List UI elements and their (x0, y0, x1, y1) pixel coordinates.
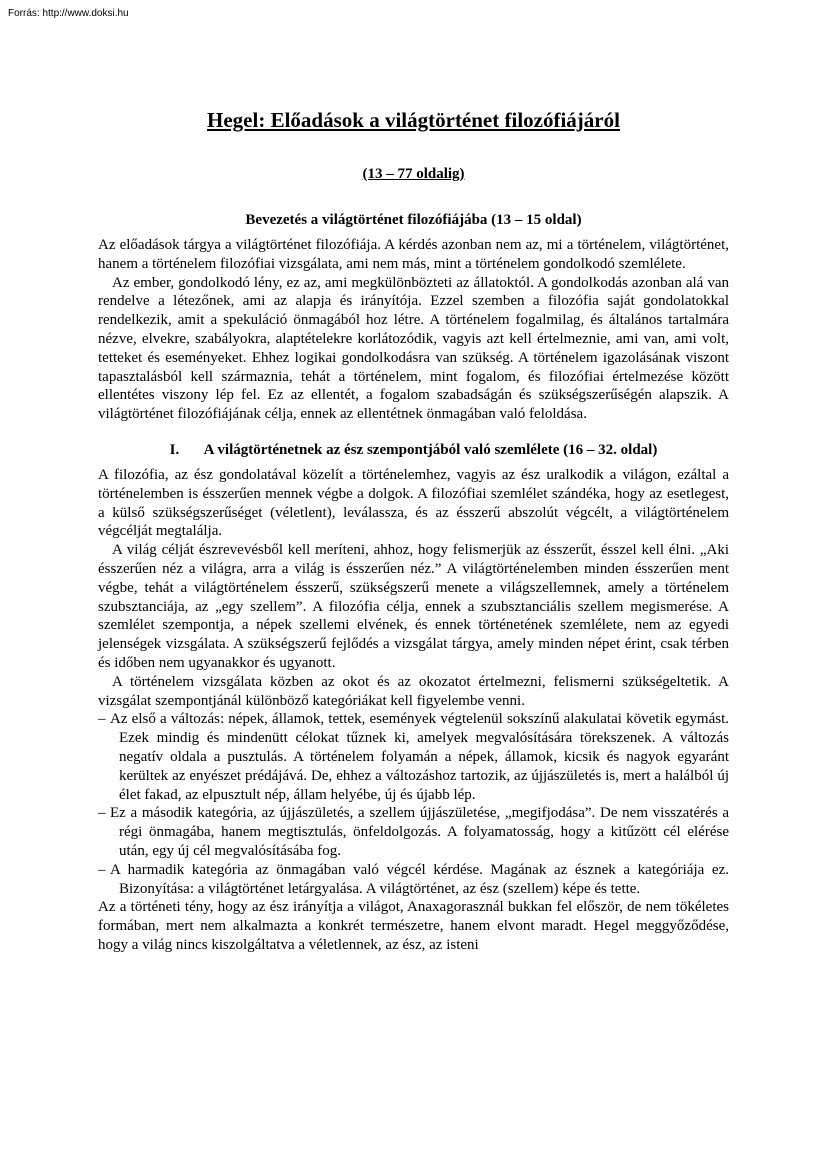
paragraph: A történelem vizsgálata közben az okot és az okozatot értelmezni, felismerni szükségeltetik. A vizsgálat szempontjánál különböző kategóriákat kell figyelembe venni. (98, 673, 729, 709)
document-page (98, 102, 729, 955)
list-item: – Ez a második kategória, az újjászületés, a szellem újjászületése, „megifjodása”. De nem visszatérés a régi önmagába, hanem megtisztulás, önfeldolgozás. A folyamatosság, hogy a kitűzött cél elérése után, egy új cél megvalósításába fog. (98, 805, 729, 859)
list-item: – Az első a változás: népek, államok, tettek, események végtelenül sokszínű alakulatai követik egymást. Ezek mindig és mindenütt célokat tűznek ki, amelyek megvalósítására törekszenek. A változás negatív oldala a pusztulás. A történelem folyamán a népek, államok, kicsik és nagyok egyaránt kerültek az enyészet prédájává. De, ehhez a változáshoz tartozik, az újjászületés is, mert a halálból új élet fakad, az elpusztult nép, állam helyébe, új és újabb lép. (98, 711, 729, 803)
paragraph: Az ember, gondolkodó lény, ez az, ami megkülönbözteti az állatoktól. A gondolkodás azonban alá van rendelve a létezőnek, ami az alapja és irányítója. Ezzel szemben a filozófia saját gondolatokkal rendelkezik, amit a spekuláció önmagából hoz létre. A történelem fogalmilag, és általános tartalmára nézve, elvekre, szabályokra, alaptételekre korlátozódik, vagyis azt kell értelmeznie, ami van, ami volt, tetteket és eseményeket. Ehhez logikai gondolkodásra van szükség. A történelem igazolásának viszont tapasztalásból kell származnia, tehát a történelem, mint fogalom, és filozófiai értelmezése között ellentétes viszony lép fel. Ez az ellentét, a fogalom szabadságán és szükségszerűségén alapszik. A világtörténet filozófiájának célja, ennek az ellentétnek önmagában való feloldása. (98, 274, 729, 423)
paragraph: Az a történeti tény, hogy az ész irányítja a világot, Anaxagorasznál bukkan fel először, de nem tökéletes formában, mert nem alkalmazta a konkrét természetre, hanem elvont maradt. Hegel meggyőződése, hogy a világ nincs kiszolgáltatva a véletlennek, az ész, az isteni (98, 899, 729, 953)
list-marker: – (98, 805, 106, 822)
list-marker: – (98, 861, 106, 878)
category-list (98, 710, 729, 898)
paragraph: Az előadások tárgya a világtörténet filozófiája. A kérdés azonban nem az, mi a történelem, világtörténet, hanem a történelem filozófiai vizsgálata, ami nem más, mint a történelem gondolkodó szemlélete. (98, 237, 729, 272)
paragraph: A filozófia, az ész gondolatával közelít a történelemhez, vagyis az ész uralkodik a világon, ezáltal a történelemben is ésszerűen mennek végbe a dolgok. A filozófiai szemlélet szándéka, hogy az esetlegest, a külső szükségszerűséget (véletlent), leválassza, és az ésszerű abszolút végcélt, a világtörténelem végcélját megtalálja. (98, 466, 729, 540)
list-item: – A harmadik kategória az önmagában való végcél kérdése. Magának az észnek a kategóriája ez. Bizonyítása: a világtörténet letárgyalása. A világtörténet, az ész (szellem) képe és tette. (98, 861, 729, 897)
paragraph: A világ célját észrevevésből kell meríteni, ahhoz, hogy felismerjük az ésszerűt, ésszel kell élni. „Aki ésszerűen néz a világra, arra a világ is ésszerűen néz.” A világtörténelemben minden ésszerűen ment végbe, tehát a világtörténelem ésszerű, szükségszerű menete a világszellemnek, amely a történelem szubsztanciája, az „egy szellem”. A filozófia célja, ennek a szubsztanciális szellem megismerése. A szemlélet szempontja, a népek szellemi elvének, és ennek történetének szemlélete, nem az egyedi jelenségek vizsgálata. A szükségszerű fejlődés a vizsgálat tárgya, amely minden népet érint, csak térben és időben nem ugyanakkor és ugyanott. (98, 542, 729, 671)
section-heading-intro: Bevezetés a világtörténet filozófiájába (13 – 15 oldal) (245, 212, 582, 228)
section-heading-chapter-1 (98, 440, 729, 460)
list-marker: – (98, 711, 106, 728)
chapter-number: I. (169, 441, 180, 458)
document-title: Hegel: Előadások a világtörténet filozófiájáról (207, 108, 620, 132)
chapter-title: A világtörténetnek az ész szempontjából való szemlélete (16 – 32. oldal) (203, 441, 658, 458)
source-label[interactable]: Forrás: http://www.doksi.hu (8, 8, 129, 19)
page-range: (13 – 77 oldalig) (362, 166, 465, 182)
